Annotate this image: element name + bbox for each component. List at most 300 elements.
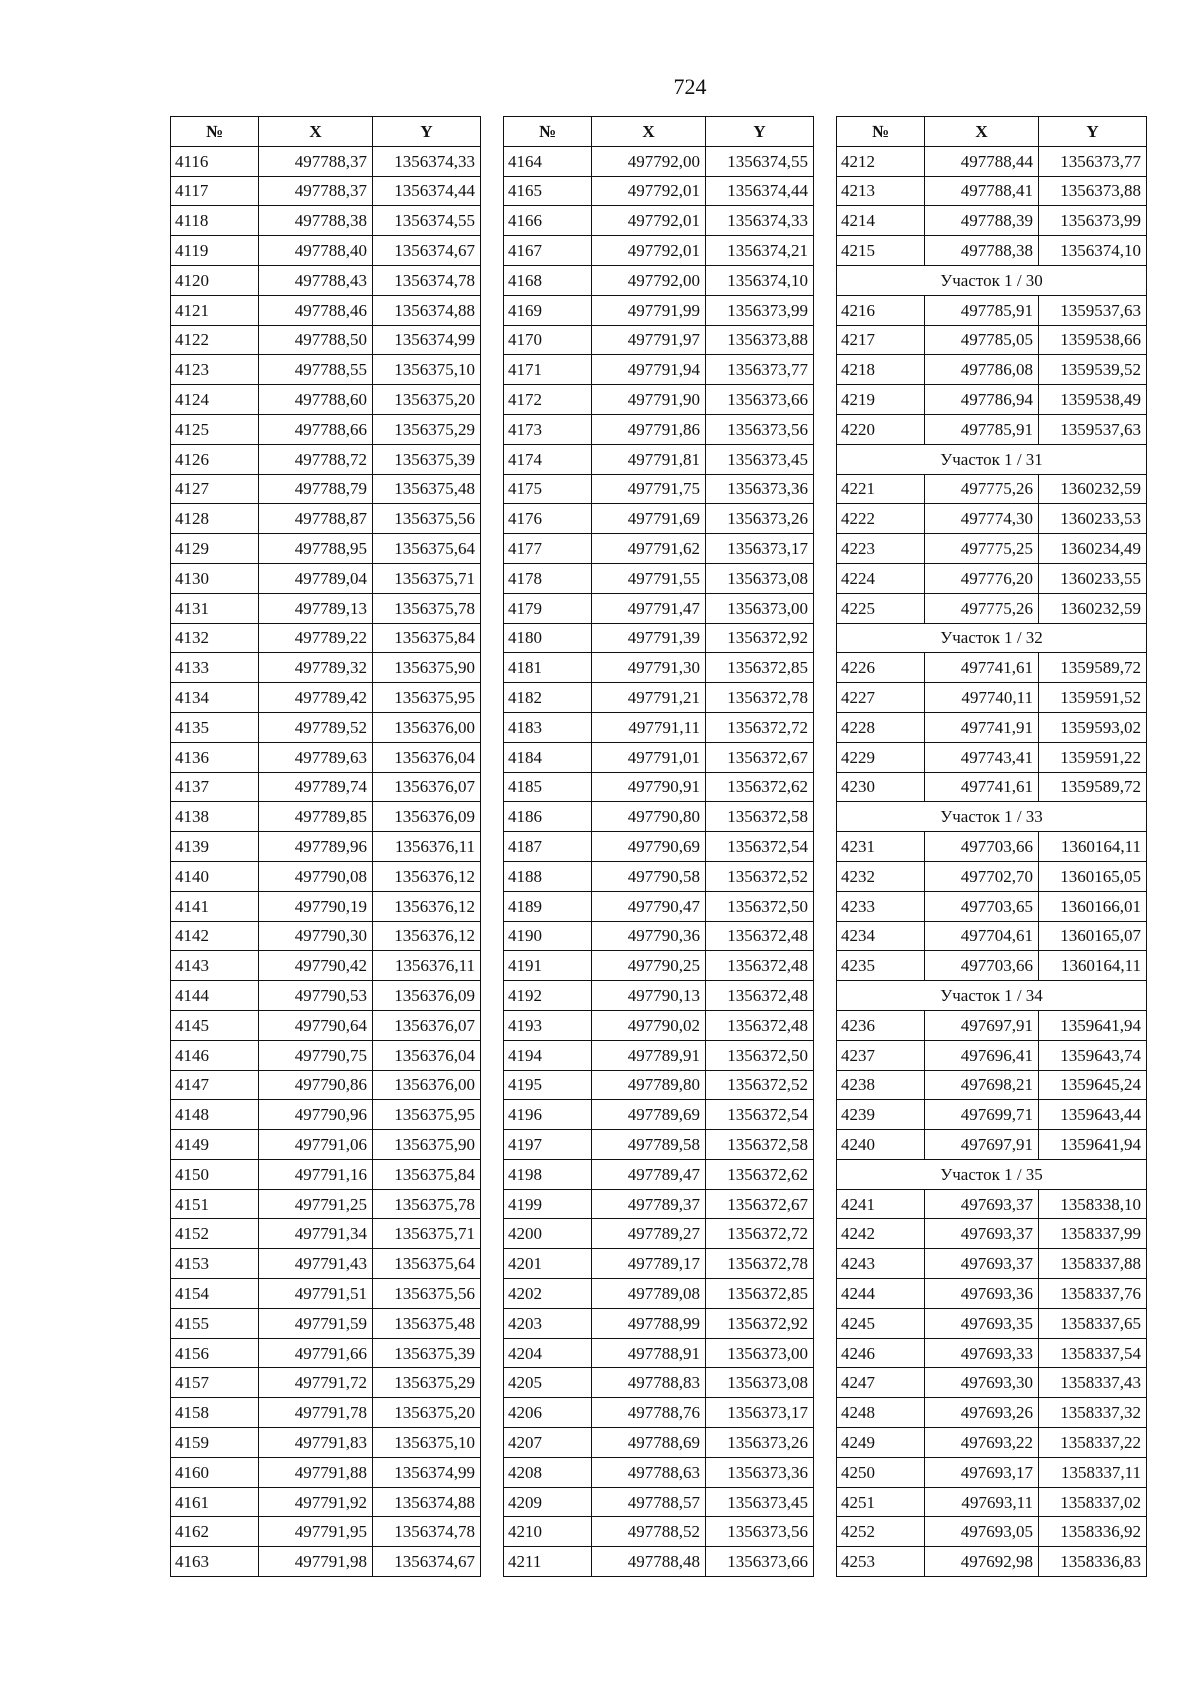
y-coordinate-cell: 1356373,56 xyxy=(706,414,814,444)
y-coordinate-cell: 1356372,50 xyxy=(706,1040,814,1070)
table-row xyxy=(171,325,481,355)
table-row xyxy=(504,653,814,683)
x-coordinate-cell: 497774,30 xyxy=(925,504,1039,534)
y-coordinate-cell: 1356372,62 xyxy=(706,772,814,802)
table-row xyxy=(504,325,814,355)
y-coordinate-cell: 1359589,72 xyxy=(1039,653,1147,683)
table-row xyxy=(837,206,1147,236)
y-coordinate-cell: 1356372,72 xyxy=(706,712,814,742)
point-number-cell: 4228 xyxy=(837,712,925,742)
table-row xyxy=(504,176,814,206)
y-coordinate-cell: 1356376,11 xyxy=(373,951,481,981)
table-row xyxy=(504,951,814,981)
y-coordinate-cell: 1360164,11 xyxy=(1039,832,1147,862)
table-row xyxy=(171,1338,481,1368)
point-number-cell: 4135 xyxy=(171,712,259,742)
x-coordinate-cell: 497788,55 xyxy=(259,355,373,385)
point-number-cell: 4167 xyxy=(504,236,592,266)
x-coordinate-cell: 497785,05 xyxy=(925,325,1039,355)
table-row xyxy=(504,683,814,713)
x-coordinate-cell: 497788,63 xyxy=(592,1457,706,1487)
y-coordinate-cell: 1359589,72 xyxy=(1039,772,1147,802)
y-coordinate-cell: 1360232,59 xyxy=(1039,474,1147,504)
x-coordinate-cell: 497790,13 xyxy=(592,981,706,1011)
point-number-cell: 4219 xyxy=(837,385,925,415)
y-coordinate-cell: 1356373,45 xyxy=(706,1487,814,1517)
y-coordinate-cell: 1356372,58 xyxy=(706,1130,814,1160)
table-row xyxy=(504,1308,814,1338)
y-coordinate-cell: 1360234,49 xyxy=(1039,534,1147,564)
point-number-cell: 4119 xyxy=(171,236,259,266)
table-row xyxy=(504,742,814,772)
table-row xyxy=(171,1368,481,1398)
x-coordinate-cell: 497693,11 xyxy=(925,1487,1039,1517)
x-coordinate-cell: 497704,61 xyxy=(925,921,1039,951)
y-coordinate-cell: 1356373,56 xyxy=(706,1517,814,1547)
y-coordinate-cell: 1356372,92 xyxy=(706,623,814,653)
table-header-row xyxy=(504,117,814,147)
x-coordinate-cell: 497789,80 xyxy=(592,1070,706,1100)
x-coordinate-cell: 497789,58 xyxy=(592,1130,706,1160)
point-number-cell: 4156 xyxy=(171,1338,259,1368)
table-row xyxy=(837,1487,1147,1517)
x-coordinate-cell: 497693,37 xyxy=(925,1249,1039,1279)
table-row xyxy=(504,772,814,802)
point-number-cell: 4201 xyxy=(504,1249,592,1279)
x-coordinate-cell: 497785,91 xyxy=(925,295,1039,325)
x-coordinate-cell: 497790,42 xyxy=(259,951,373,981)
point-number-cell: 4173 xyxy=(504,414,592,444)
x-coordinate-cell: 497775,26 xyxy=(925,474,1039,504)
point-number-cell: 4134 xyxy=(171,683,259,713)
y-coordinate-cell: 1356372,85 xyxy=(706,1279,814,1309)
y-coordinate-cell: 1356373,66 xyxy=(706,1547,814,1577)
y-coordinate-cell: 1356373,45 xyxy=(706,444,814,474)
y-coordinate-cell: 1356373,77 xyxy=(706,355,814,385)
x-coordinate-cell: 497790,25 xyxy=(592,951,706,981)
table-row xyxy=(504,1398,814,1428)
table-row xyxy=(504,146,814,176)
point-number-cell: 4252 xyxy=(837,1517,925,1547)
point-number-cell: 4120 xyxy=(171,265,259,295)
table-row xyxy=(504,1040,814,1070)
point-number-cell: 4157 xyxy=(171,1368,259,1398)
x-coordinate-cell: 497788,52 xyxy=(592,1517,706,1547)
x-coordinate-cell: 497788,69 xyxy=(592,1428,706,1458)
table-row xyxy=(171,563,481,593)
x-coordinate-cell: 497791,01 xyxy=(592,742,706,772)
point-number-cell: 4184 xyxy=(504,742,592,772)
table-row xyxy=(171,1219,481,1249)
table-row xyxy=(504,832,814,862)
point-number-cell: 4176 xyxy=(504,504,592,534)
y-coordinate-cell: 1356373,00 xyxy=(706,593,814,623)
point-number-cell: 4250 xyxy=(837,1457,925,1487)
table-row xyxy=(171,1249,481,1279)
point-number-cell: 4163 xyxy=(171,1547,259,1577)
table-row xyxy=(171,534,481,564)
point-number-cell: 4124 xyxy=(171,385,259,415)
point-number-cell: 4214 xyxy=(837,206,925,236)
point-number-cell: 4251 xyxy=(837,1487,925,1517)
table-row xyxy=(171,1279,481,1309)
table-row xyxy=(837,385,1147,415)
x-coordinate-cell: 497789,47 xyxy=(592,1159,706,1189)
table-row xyxy=(171,1189,481,1219)
table-row xyxy=(837,1070,1147,1100)
x-coordinate-cell: 497788,37 xyxy=(259,176,373,206)
y-coordinate-cell: 1356376,11 xyxy=(373,832,481,862)
y-coordinate-cell: 1359591,52 xyxy=(1039,683,1147,713)
point-number-cell: 4139 xyxy=(171,832,259,862)
x-coordinate-cell: 497790,69 xyxy=(592,832,706,862)
table-row xyxy=(504,265,814,295)
table-row xyxy=(837,474,1147,504)
table-row xyxy=(171,474,481,504)
point-number-cell: 4241 xyxy=(837,1189,925,1219)
point-number-cell: 4149 xyxy=(171,1130,259,1160)
table-row xyxy=(504,1547,814,1577)
point-number-cell: 4247 xyxy=(837,1368,925,1398)
y-coordinate-cell: 1356372,52 xyxy=(706,861,814,891)
point-number-cell: 4145 xyxy=(171,1010,259,1040)
table-row xyxy=(171,921,481,951)
point-number-cell: 4253 xyxy=(837,1547,925,1577)
y-coordinate-cell: 1359641,94 xyxy=(1039,1130,1147,1160)
table-row xyxy=(171,504,481,534)
point-number-cell: 4204 xyxy=(504,1338,592,1368)
y-coordinate-cell: 1359645,24 xyxy=(1039,1070,1147,1100)
y-coordinate-cell: 1356372,58 xyxy=(706,802,814,832)
point-number-cell: 4169 xyxy=(504,295,592,325)
y-coordinate-cell: 1356374,67 xyxy=(373,236,481,266)
table-row xyxy=(171,295,481,325)
point-number-cell: 4127 xyxy=(171,474,259,504)
point-number-cell: 4154 xyxy=(171,1279,259,1309)
x-coordinate-cell: 497741,61 xyxy=(925,653,1039,683)
header-x: X xyxy=(925,117,1039,147)
x-coordinate-cell: 497790,30 xyxy=(259,921,373,951)
x-coordinate-cell: 497743,41 xyxy=(925,742,1039,772)
y-coordinate-cell: 1359537,63 xyxy=(1039,414,1147,444)
table-row xyxy=(171,712,481,742)
table-row xyxy=(837,1308,1147,1338)
table-row xyxy=(504,1338,814,1368)
point-number-cell: 4209 xyxy=(504,1487,592,1517)
point-number-cell: 4178 xyxy=(504,563,592,593)
table-row xyxy=(837,146,1147,176)
table-row xyxy=(504,1100,814,1130)
y-coordinate-cell: 1356372,52 xyxy=(706,1070,814,1100)
point-number-cell: 4222 xyxy=(837,504,925,534)
x-coordinate-cell: 497788,66 xyxy=(259,414,373,444)
x-coordinate-cell: 497788,95 xyxy=(259,534,373,564)
table-row xyxy=(837,1368,1147,1398)
x-coordinate-cell: 497789,85 xyxy=(259,802,373,832)
table-row xyxy=(171,1040,481,1070)
section-row xyxy=(837,265,1147,295)
section-row xyxy=(837,623,1147,653)
point-number-cell: 4122 xyxy=(171,325,259,355)
x-coordinate-cell: 497703,66 xyxy=(925,832,1039,862)
x-coordinate-cell: 497791,06 xyxy=(259,1130,373,1160)
table-row xyxy=(837,414,1147,444)
y-coordinate-cell: 1356373,17 xyxy=(706,534,814,564)
section-row xyxy=(837,444,1147,474)
point-number-cell: 4212 xyxy=(837,146,925,176)
x-coordinate-cell: 497788,38 xyxy=(259,206,373,236)
x-coordinate-cell: 497693,36 xyxy=(925,1279,1039,1309)
x-coordinate-cell: 497791,88 xyxy=(259,1457,373,1487)
table-row xyxy=(171,623,481,653)
point-number-cell: 4133 xyxy=(171,653,259,683)
y-coordinate-cell: 1358336,83 xyxy=(1039,1547,1147,1577)
y-coordinate-cell: 1358338,10 xyxy=(1039,1189,1147,1219)
point-number-cell: 4248 xyxy=(837,1398,925,1428)
point-number-cell: 4240 xyxy=(837,1130,925,1160)
table-row xyxy=(504,1219,814,1249)
point-number-cell: 4246 xyxy=(837,1338,925,1368)
point-number-cell: 4152 xyxy=(171,1219,259,1249)
table-row xyxy=(504,1457,814,1487)
y-coordinate-cell: 1356374,55 xyxy=(706,146,814,176)
point-number-cell: 4227 xyxy=(837,683,925,713)
point-number-cell: 4196 xyxy=(504,1100,592,1130)
table-row xyxy=(171,981,481,1011)
x-coordinate-cell: 497693,33 xyxy=(925,1338,1039,1368)
point-number-cell: 4186 xyxy=(504,802,592,832)
x-coordinate-cell: 497791,34 xyxy=(259,1219,373,1249)
y-coordinate-cell: 1360233,53 xyxy=(1039,504,1147,534)
point-number-cell: 4245 xyxy=(837,1308,925,1338)
y-coordinate-cell: 1358337,88 xyxy=(1039,1249,1147,1279)
x-coordinate-cell: 497790,75 xyxy=(259,1040,373,1070)
x-coordinate-cell: 497792,01 xyxy=(592,236,706,266)
point-number-cell: 4151 xyxy=(171,1189,259,1219)
point-number-cell: 4170 xyxy=(504,325,592,355)
table-row xyxy=(171,444,481,474)
point-number-cell: 4161 xyxy=(171,1487,259,1517)
x-coordinate-cell: 497788,46 xyxy=(259,295,373,325)
y-coordinate-cell: 1356375,64 xyxy=(373,1249,481,1279)
x-coordinate-cell: 497788,76 xyxy=(592,1398,706,1428)
point-number-cell: 4172 xyxy=(504,385,592,415)
x-coordinate-cell: 497791,97 xyxy=(592,325,706,355)
x-coordinate-cell: 497791,62 xyxy=(592,534,706,564)
table-row xyxy=(837,921,1147,951)
x-coordinate-cell: 497790,47 xyxy=(592,891,706,921)
x-coordinate-cell: 497791,43 xyxy=(259,1249,373,1279)
y-coordinate-cell: 1359538,49 xyxy=(1039,385,1147,415)
table-row xyxy=(837,563,1147,593)
y-coordinate-cell: 1356376,04 xyxy=(373,1040,481,1070)
table-row xyxy=(171,1547,481,1577)
table-row xyxy=(504,1487,814,1517)
table-row xyxy=(837,325,1147,355)
y-coordinate-cell: 1356374,55 xyxy=(373,206,481,236)
y-coordinate-cell: 1356374,44 xyxy=(706,176,814,206)
x-coordinate-cell: 497785,91 xyxy=(925,414,1039,444)
x-coordinate-cell: 497788,48 xyxy=(592,1547,706,1577)
point-number-cell: 4146 xyxy=(171,1040,259,1070)
x-coordinate-cell: 497791,51 xyxy=(259,1279,373,1309)
y-coordinate-cell: 1356374,33 xyxy=(373,146,481,176)
table-row xyxy=(171,593,481,623)
y-coordinate-cell: 1356373,08 xyxy=(706,563,814,593)
table-row xyxy=(837,891,1147,921)
point-number-cell: 4193 xyxy=(504,1010,592,1040)
point-number-cell: 4129 xyxy=(171,534,259,564)
table-row xyxy=(837,772,1147,802)
y-coordinate-cell: 1356372,78 xyxy=(706,683,814,713)
y-coordinate-cell: 1356376,00 xyxy=(373,712,481,742)
point-number-cell: 4226 xyxy=(837,653,925,683)
x-coordinate-cell: 497788,91 xyxy=(592,1338,706,1368)
table-row xyxy=(504,712,814,742)
table-row xyxy=(171,1159,481,1189)
y-coordinate-cell: 1356372,85 xyxy=(706,653,814,683)
point-number-cell: 4155 xyxy=(171,1308,259,1338)
y-coordinate-cell: 1359641,94 xyxy=(1039,1010,1147,1040)
y-coordinate-cell: 1356375,56 xyxy=(373,1279,481,1309)
x-coordinate-cell: 497791,30 xyxy=(592,653,706,683)
table-row xyxy=(504,563,814,593)
point-number-cell: 4198 xyxy=(504,1159,592,1189)
y-coordinate-cell: 1356372,48 xyxy=(706,981,814,1011)
point-number-cell: 4137 xyxy=(171,772,259,802)
coordinates-table-3 xyxy=(836,116,1147,1577)
table-row xyxy=(171,1010,481,1040)
y-coordinate-cell: 1356372,50 xyxy=(706,891,814,921)
point-number-cell: 4205 xyxy=(504,1368,592,1398)
y-coordinate-cell: 1356375,95 xyxy=(373,1100,481,1130)
y-coordinate-cell: 1356372,72 xyxy=(706,1219,814,1249)
y-coordinate-cell: 1359593,02 xyxy=(1039,712,1147,742)
x-coordinate-cell: 497789,52 xyxy=(259,712,373,742)
y-coordinate-cell: 1356372,67 xyxy=(706,1189,814,1219)
table-row xyxy=(171,385,481,415)
y-coordinate-cell: 1356372,48 xyxy=(706,1010,814,1040)
x-coordinate-cell: 497791,21 xyxy=(592,683,706,713)
y-coordinate-cell: 1360232,59 xyxy=(1039,593,1147,623)
point-number-cell: 4190 xyxy=(504,921,592,951)
x-coordinate-cell: 497699,71 xyxy=(925,1100,1039,1130)
table-row xyxy=(837,1100,1147,1130)
x-coordinate-cell: 497790,08 xyxy=(259,861,373,891)
point-number-cell: 4202 xyxy=(504,1279,592,1309)
x-coordinate-cell: 497791,72 xyxy=(259,1368,373,1398)
point-number-cell: 4174 xyxy=(504,444,592,474)
table-row xyxy=(837,593,1147,623)
table-row xyxy=(837,295,1147,325)
y-coordinate-cell: 1356373,88 xyxy=(1039,176,1147,206)
y-coordinate-cell: 1356372,54 xyxy=(706,832,814,862)
point-number-cell: 4233 xyxy=(837,891,925,921)
y-coordinate-cell: 1358337,43 xyxy=(1039,1368,1147,1398)
y-coordinate-cell: 1358337,76 xyxy=(1039,1279,1147,1309)
table-row xyxy=(504,623,814,653)
y-coordinate-cell: 1359591,22 xyxy=(1039,742,1147,772)
y-coordinate-cell: 1358337,65 xyxy=(1039,1308,1147,1338)
point-number-cell: 4188 xyxy=(504,861,592,891)
coordinates-table-2 xyxy=(503,116,814,1577)
y-coordinate-cell: 1356374,44 xyxy=(373,176,481,206)
y-coordinate-cell: 1356375,48 xyxy=(373,474,481,504)
x-coordinate-cell: 497790,53 xyxy=(259,981,373,1011)
y-coordinate-cell: 1356373,26 xyxy=(706,1428,814,1458)
x-coordinate-cell: 497788,57 xyxy=(592,1487,706,1517)
table-row xyxy=(504,385,814,415)
y-coordinate-cell: 1356373,66 xyxy=(706,385,814,415)
y-coordinate-cell: 1356375,20 xyxy=(373,1398,481,1428)
point-number-cell: 4143 xyxy=(171,951,259,981)
table-row xyxy=(504,1159,814,1189)
point-number-cell: 4238 xyxy=(837,1070,925,1100)
x-coordinate-cell: 497789,69 xyxy=(592,1100,706,1130)
table-header-row xyxy=(837,117,1147,147)
point-number-cell: 4225 xyxy=(837,593,925,623)
table-row xyxy=(171,176,481,206)
point-number-cell: 4142 xyxy=(171,921,259,951)
x-coordinate-cell: 497788,37 xyxy=(259,146,373,176)
table-row xyxy=(837,1249,1147,1279)
x-coordinate-cell: 497693,17 xyxy=(925,1457,1039,1487)
point-number-cell: 4203 xyxy=(504,1308,592,1338)
x-coordinate-cell: 497696,41 xyxy=(925,1040,1039,1070)
table-row xyxy=(504,1130,814,1160)
point-number-cell: 4144 xyxy=(171,981,259,1011)
table-row xyxy=(171,265,481,295)
point-number-cell: 4239 xyxy=(837,1100,925,1130)
y-coordinate-cell: 1356374,33 xyxy=(706,206,814,236)
y-coordinate-cell: 1356374,99 xyxy=(373,325,481,355)
table-row xyxy=(837,355,1147,385)
x-coordinate-cell: 497791,99 xyxy=(592,295,706,325)
point-number-cell: 4216 xyxy=(837,295,925,325)
table-row xyxy=(837,1457,1147,1487)
x-coordinate-cell: 497791,39 xyxy=(592,623,706,653)
y-coordinate-cell: 1356374,21 xyxy=(706,236,814,266)
x-coordinate-cell: 497788,72 xyxy=(259,444,373,474)
table-row xyxy=(504,1279,814,1309)
y-coordinate-cell: 1356375,20 xyxy=(373,385,481,415)
point-number-cell: 4249 xyxy=(837,1428,925,1458)
y-coordinate-cell: 1356374,99 xyxy=(373,1457,481,1487)
y-coordinate-cell: 1356376,09 xyxy=(373,802,481,832)
x-coordinate-cell: 497791,95 xyxy=(259,1517,373,1547)
point-number-cell: 4180 xyxy=(504,623,592,653)
x-coordinate-cell: 497775,25 xyxy=(925,534,1039,564)
y-coordinate-cell: 1356373,08 xyxy=(706,1368,814,1398)
x-coordinate-cell: 497693,30 xyxy=(925,1368,1039,1398)
y-coordinate-cell: 1358337,32 xyxy=(1039,1398,1147,1428)
table-row xyxy=(504,1517,814,1547)
table-row xyxy=(171,146,481,176)
point-number-cell: 4136 xyxy=(171,742,259,772)
table-row xyxy=(504,981,814,1011)
point-number-cell: 4132 xyxy=(171,623,259,653)
y-coordinate-cell: 1356375,71 xyxy=(373,1219,481,1249)
point-number-cell: 4153 xyxy=(171,1249,259,1279)
x-coordinate-cell: 497791,59 xyxy=(259,1308,373,1338)
x-coordinate-cell: 497776,20 xyxy=(925,563,1039,593)
table-row xyxy=(171,414,481,444)
y-coordinate-cell: 1356376,12 xyxy=(373,861,481,891)
point-number-cell: 4218 xyxy=(837,355,925,385)
x-coordinate-cell: 497790,96 xyxy=(259,1100,373,1130)
x-coordinate-cell: 497792,00 xyxy=(592,146,706,176)
x-coordinate-cell: 497791,66 xyxy=(259,1338,373,1368)
